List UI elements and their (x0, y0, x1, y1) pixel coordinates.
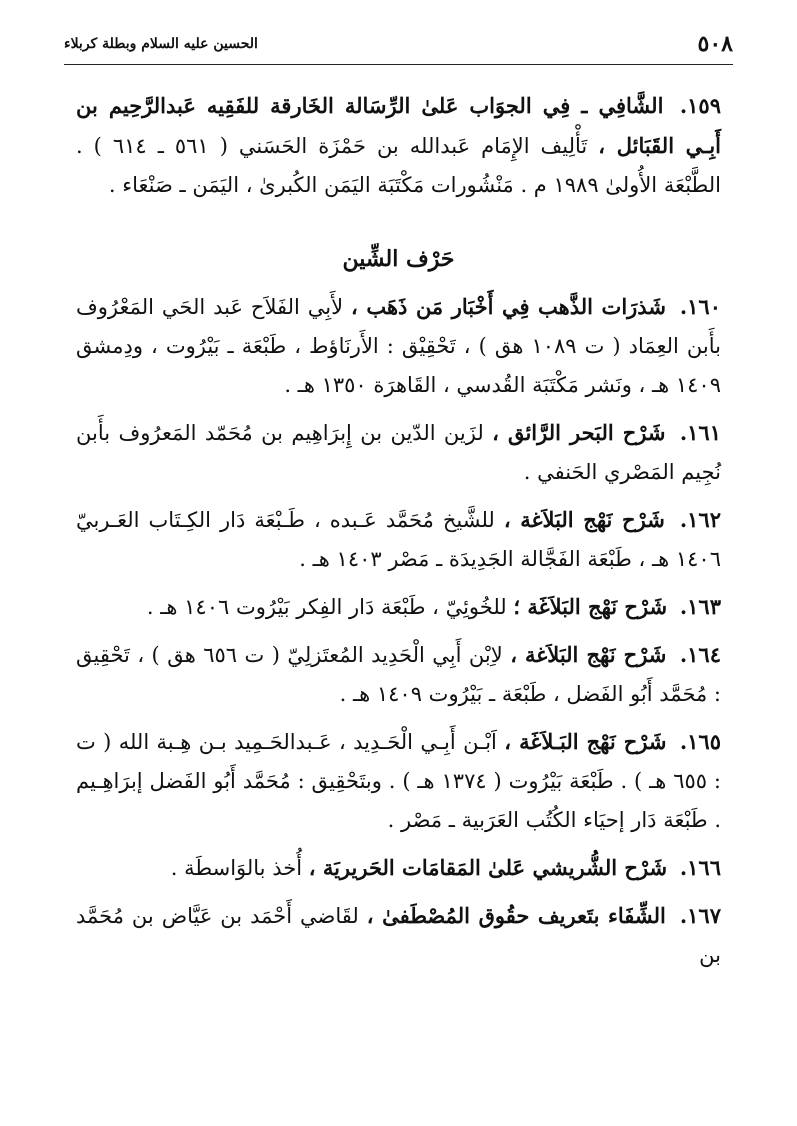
header-rule (64, 64, 733, 65)
entry-number: ١٦٦. (679, 855, 721, 880)
entry-body: لزَين الدّين بن إِبرَاهِيم بن مُحَمّد المَعرُوف بأَبن نُجِيم المَصْري الحَنفي . (76, 421, 721, 484)
entry-body: لقَاضي أَحْمَد بن عَيَّاض بن مُحَمَّد بن (76, 904, 721, 967)
section-heading: حَرْف الشِّين (342, 246, 455, 272)
bibliography-entry (76, 896, 721, 975)
entry-number: ١٦٧. (679, 903, 721, 928)
entry-title: شَرْح نَهْج البَلاَغَة ؛ (513, 594, 668, 619)
bibliography-content (76, 86, 721, 983)
entry-title: الشِّفَاء بتَعريف حقُوق المُصْطَفىٰ ، (366, 903, 666, 928)
bibliography-entry (76, 86, 721, 205)
running-title: الحسين عليه السلام وبطلة كربلاء (64, 36, 258, 52)
bibliography-entry (76, 413, 721, 492)
entry-number: ١٥٩. (679, 93, 721, 118)
entry-body: للخُوئِيّ ، طَبْعَة دَار الفِكر بَيْرُوت ١٤٠٦ هـ . (146, 595, 507, 619)
entry-title: شَرْح البَحر الرَّائق ، (492, 420, 666, 445)
bibliography-entry (76, 722, 721, 840)
entry-title: شَذرَات الذَّهب فِي أَخْبَار مَن ذَهَب ، (351, 294, 666, 319)
entry-number: ١٦٠. (679, 294, 721, 319)
entry-body: لاِبْن أَبِي الْحَدِيد المُعتَزلِيّ ( ت ٦٥٦ هق ) ، تَحْقِيق : مُحَمَّد أَبُو الفَضل ، طَبْعَة ـ بَيْرُوت ١٤٠٩ هـ . (76, 643, 721, 706)
entry-number: ١٦٢. (679, 507, 721, 532)
bibliography-entry (76, 587, 721, 627)
bibliography-entry (76, 635, 721, 714)
entry-body: أُخذ بالوَاسطَة . (170, 856, 303, 880)
entry-body: اَبْـن أَبِـي الْحَـدِيد ، عَـبدالحَـمِيد بـن هِـبة الله ( ت : ٦٥٥ هـ ) . طَبْعَة بَيْرُوت ( ١٣٧٤ هـ ) . وبتَحْقِيق : مُحَمَّد أَبُو الفَضل إبرَاهِـيم . طَبْعَة دَار إحيَاء الكُتُب العَرَبية ـ مَصْر . (76, 730, 721, 832)
running-header (64, 30, 733, 58)
entry-number: ١٦٤. (679, 642, 721, 667)
entry-title: شَرْح الشُّريشي عَلىٰ المَقامَات الحَريريَة ، (308, 855, 668, 880)
page-number: ٥٠٨ (697, 31, 733, 57)
bibliography-entry (76, 500, 721, 579)
entry-number: ١٦٥. (679, 729, 721, 754)
entry-title: شَرْح نَهْج البَلاَغة ، (510, 642, 667, 667)
bibliography-entry (76, 287, 721, 405)
entry-number: ١٦٣. (679, 594, 721, 619)
entry-body: للشَّيخ مُحَمَّد عَـبده ، طَـبْعَة دَار الكِـتَاب العَـربيّ ١٤٠٦ هـ ، طَبْعَة الفَجَّالة الجَدِيدَة ـ مَصْر ١٤٠٣ هـ . (76, 508, 721, 571)
entry-title: شَرْح نَهْج البَـلاَغَة ، (504, 729, 667, 754)
entry-title: الشَّافِي ـ فِي الجوَاب عَلىٰ الرِّسَالة الخَارقة للفَقِيه عَبدالرَّحِيم بن أَبِـي القَبَائل ، (76, 93, 721, 158)
entry-title: شَرْح نَهْج البَلاَغة ، (503, 507, 665, 532)
bibliography-entry (76, 848, 721, 888)
entry-body: لأَبِي الفَلاَح عَبد الحَي المَعْرُوف بأَبن العِمَاد ( ت ١٠٨٩ هق ) ، تَحْقِيْق : الأَرنَاؤط ، طَبْعَة ـ بَيْرُوت ، ودِمشق ١٤٠٩ هـ ، ونَشر مَكْتَبَة القُدسي ، القَاهرَة ١٣٥٠ هـ . (76, 295, 721, 397)
entry-body: تَأْلِيف الإِمَام عَبدالله بن حَمْزَة الحَسَني ( ٥٦١ ـ ٦١٤ ) . الطَّبْعَة الأُولىٰ ١٩٨٩ م . مَنْشُورات مَكْتَبَة اليَمَن الكُبرىٰ ، اليَمَن ـ صَنْعَاء . (76, 134, 721, 197)
entry-number: ١٦١. (679, 420, 721, 445)
